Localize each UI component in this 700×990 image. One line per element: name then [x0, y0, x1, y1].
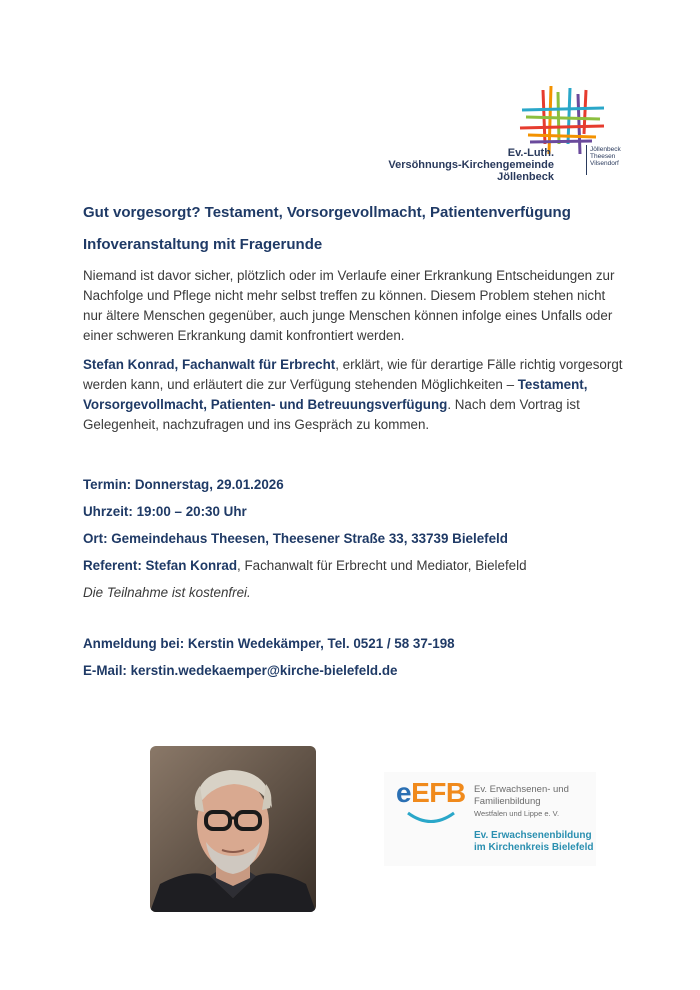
registration-text: Anmeldung bei: Kerstin Wedekämper, Tel. 0521 / 58 37-198 [83, 636, 455, 651]
event-cost: Die Teilnahme ist kostenfrei. [83, 585, 251, 600]
place-3: Vilsendorf [590, 160, 619, 167]
speaker-text-2: . Nach dem Vortrag ist Gelegenheit, nachzufragen und ins Gespräch zu kommen. [83, 397, 580, 432]
event-speaker-label: Referent: Stefan Konrad [83, 558, 238, 573]
topics-bold: Testament, Vorsorgevollmacht, Patienten- und Betreuungsverfügung [83, 377, 588, 412]
event-date [83, 475, 284, 495]
intro-paragraph: Niemand ist davor sicher, plötzlich oder im Verlaufe einer Erkrankung Entscheidungen zur Nachfolge und Pflege nicht mehr selbst treffen zu können. Diesem Problem stehen nicht nur ältere Menschen gegenüber, auch junge Menschen können infolge eines Unfalls oder einer schweren Erkrankung damit konfrontiert werden. [83, 268, 615, 343]
event-speaker-desc: , Fachanwalt für Erbrecht und Mediator, Bielefeld [237, 558, 527, 573]
place-1: Jöllenbeck [590, 146, 621, 153]
registration-email [83, 661, 397, 681]
efb-wordmark [396, 776, 466, 810]
church-name [388, 147, 554, 183]
speaker-text-1: , erklärt, wie für derartige Fälle richtig vorgesorgt werden kann, und erläutert die zur Verfügung stehenden Möglichkeiten – [83, 357, 623, 392]
efb-mark-e: e [396, 777, 412, 808]
efb-smile-icon [406, 810, 456, 826]
efb-sub [474, 830, 594, 854]
registration-contact [83, 634, 455, 654]
church-name-line3: Jöllenbeck [497, 171, 554, 183]
church-name-line2: Versöhnungs-Kirchengemeinde [388, 159, 554, 171]
event-time [83, 502, 247, 522]
page-subtitle: Infoveranstaltung mit Fragerunde [83, 236, 323, 253]
speaker-photo [150, 746, 316, 912]
church-name-line1: Ev.-Luth. [507, 147, 554, 159]
efb-line1: Ev. Erwachsenen- und [474, 784, 569, 795]
efb-line5: im Kirchenkreis Bielefeld [474, 842, 594, 853]
page-title: Gut vorgesorgt? Testament, Vorsorgevollmacht, Patientenverfügung [83, 204, 571, 221]
event-date-text: Termin: Donnerstag, 29.01.2026 [83, 477, 284, 492]
place-2: Theesen [590, 153, 616, 160]
efb-region: Westfalen und Lippe e. V. [474, 809, 560, 818]
efb-line2: Familienbildung [474, 796, 541, 807]
speaker-paragraph [83, 355, 623, 435]
event-time-text: Uhrzeit: 19:00 – 20:30 Uhr [83, 504, 247, 519]
efb-line4: Ev. Erwachsenenbildung [474, 830, 592, 841]
event-location-text: Ort: Gemeindehaus Theesen, Theesener Straße 33, 33739 Bielefeld [83, 531, 508, 546]
event-speaker [83, 556, 527, 576]
efb-mark-rest: EFB [411, 777, 466, 808]
speaker-name: Stefan Konrad, Fachanwalt für Erbrecht [83, 357, 336, 372]
efb-title [474, 784, 569, 808]
event-location [83, 529, 508, 549]
logo-divider [586, 145, 587, 175]
efb-logo [384, 772, 596, 866]
registration-email-text: E-Mail: kerstin.wedekaemper@kirche-bielefeld.de [83, 663, 398, 678]
church-places [590, 146, 621, 167]
